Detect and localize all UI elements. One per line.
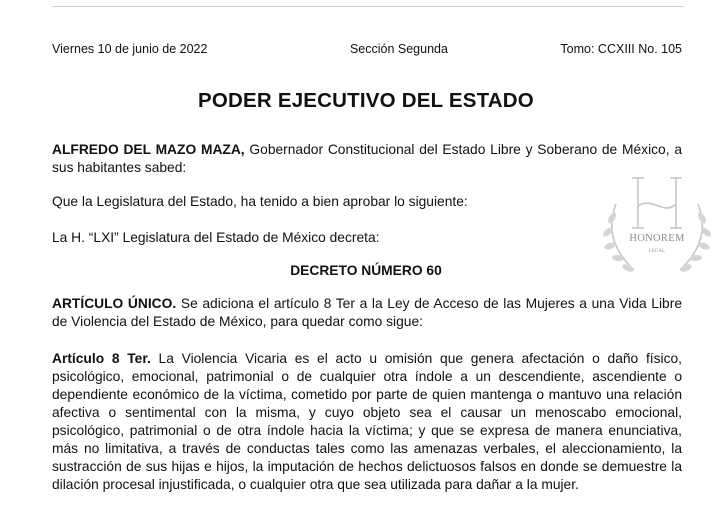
watermark-text: HONOREM	[629, 233, 685, 244]
decree-title: DECRETO NÚMERO 60	[290, 263, 442, 278]
top-rule	[52, 6, 684, 7]
intro-paragraph	[52, 141, 682, 177]
header-volume: Tomo: CCXIII No. 105	[560, 42, 682, 56]
article-unique-label: ARTÍCULO ÚNICO.	[52, 296, 177, 311]
article-8ter-paragraph	[52, 350, 682, 494]
article-unique-text: Se adiciona el artículo 8 Ter a la Ley de Acceso de las Mujeres a una Vida Libre de Violencia del Estado de México, para quedar como sigue:	[52, 296, 682, 329]
header-section: Sección Segunda	[349, 42, 448, 56]
watermark-subtext: LEGAL	[648, 249, 666, 254]
intro-text: Gobernador Constitucional del Estado Libre y Soberano de México, a sus habitantes sabed:	[52, 142, 682, 175]
laurel-wreath-logo	[594, 170, 720, 288]
header-date: Viernes 10 de junio de 2022	[52, 42, 208, 56]
page-title: PODER EJECUTIVO DEL ESTADO	[198, 89, 534, 112]
article-8ter-text: La Violencia Vicaria es el acto u omisión que genera afectación o daño físico, psicológico, emocional, patrimonial o de cualquier otra índole a un descendiente, ascendiente o dependiente económico de la víctima, cometido por parte de quien mantenga o mantuvo una relación afectiva o sentimental con la misma, y cuyo objeto sea el causar un menoscabo emocional, psicológico, patrimonial o de otra índole hacia la víctima; y que se expresa de manera enunciativa, más no limitativa, a través de conductas tales como las amenazas verbales, el aleccionamiento, la sustracción de sus hijas e hijos, la imputación de hechos delictuosos falsos en donde se demuestre la dilación procesal injustificada, o cualquier otra que sea utilizada para dañar a la mujer.	[52, 351, 682, 492]
article-8ter-label: Artículo 8 Ter.	[52, 351, 151, 366]
approval-paragraph: Que la Legislatura del Estado, ha tenido a bien aprobar lo siguiente:	[52, 194, 468, 209]
decree-paragraph: La H. “LXI” Legislatura del Estado de México decreta:	[52, 230, 380, 245]
article-unique-paragraph	[52, 295, 682, 331]
running-header	[52, 42, 682, 56]
governor-name: ALFREDO DEL MAZO MAZA,	[52, 142, 245, 157]
